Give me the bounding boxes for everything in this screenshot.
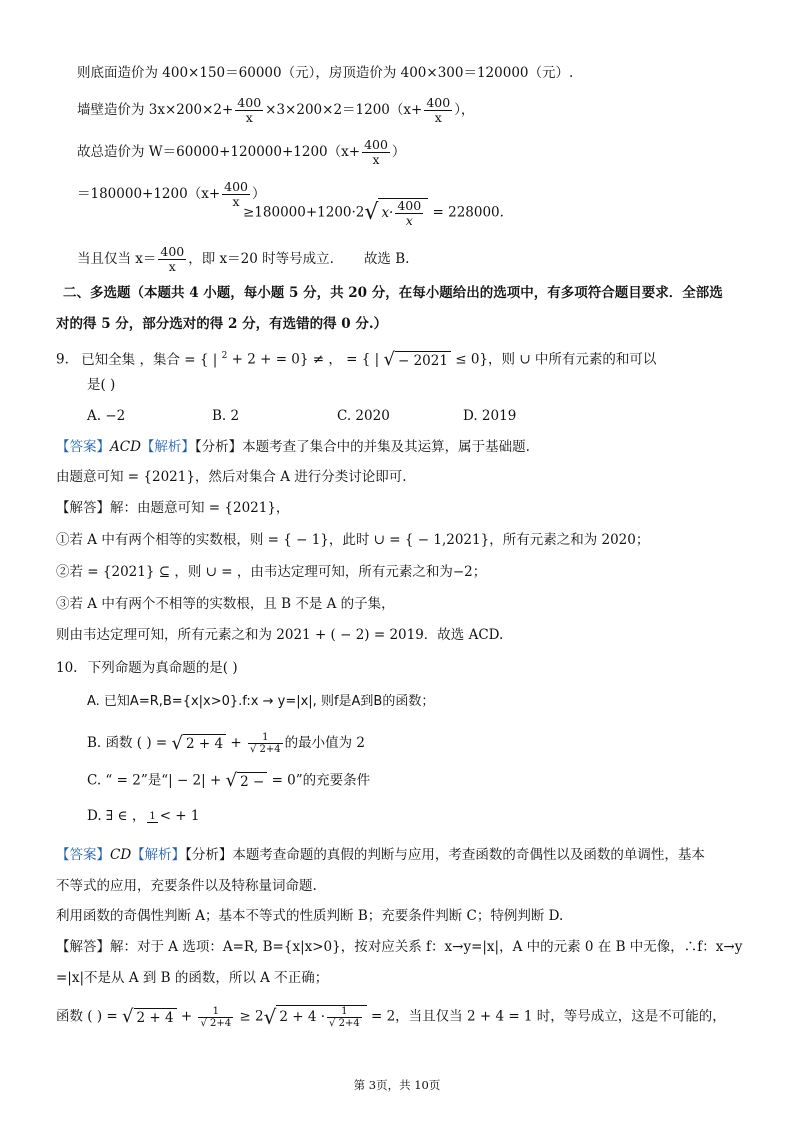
answer: CD <box>110 847 132 863</box>
text: x· <box>381 205 394 221</box>
text: 【分析】本题考查了集合中的并集及其运算，属于基础题. <box>194 439 530 455</box>
fraction <box>198 1006 233 1029</box>
text: ）， <box>454 102 475 118</box>
section-heading <box>63 283 723 303</box>
text: 【解答】解：对于 A 选项：A=R, B={x|x>0}，按对应关系 f：x→y=|x|，A 中的元素 0 在 B 中无像，∴f：x→y <box>56 939 743 955</box>
sqrt <box>172 733 227 755</box>
radical-sign: √ <box>364 200 379 225</box>
sqrt <box>226 770 268 792</box>
denominator: √ 2+4 <box>200 1017 232 1029</box>
section-heading <box>56 314 387 334</box>
text: = 2，当且仅当 2 + 4 = 1 时，等号成立，这是不可能的， <box>366 1008 726 1025</box>
text: < + 1 <box>159 808 200 824</box>
text: ≥ 2 <box>235 1008 264 1025</box>
text-line <box>77 96 474 125</box>
radicand: 2 + 4 <box>183 734 226 753</box>
numerator: 400 <box>397 198 422 213</box>
option <box>463 406 516 426</box>
denominator: x <box>158 259 186 274</box>
denominator: x <box>395 213 423 228</box>
question-number: 9. <box>56 351 69 368</box>
text: =|x|不是从 A 到 B 的函数，所以 A 不正确； <box>56 970 329 986</box>
text-line <box>56 530 649 550</box>
text: ×3×200×2＝1200（x+ <box>265 102 423 118</box>
text: D. 2019 <box>463 408 517 424</box>
text: + 2 + = 0} ≠ ， = { | <box>227 351 384 368</box>
answer-line <box>56 845 705 865</box>
radicand <box>276 1005 366 1029</box>
text: A. 已知A=R,B={x|x>0}.f:x → y=|x|, 则f是A到B的函数； <box>87 694 435 709</box>
page-footer <box>0 1077 794 1093</box>
text-line <box>56 937 742 957</box>
numerator: 400 <box>364 137 388 152</box>
text: 函数 ( ) = <box>56 1008 123 1025</box>
text: 是( ) <box>87 377 116 393</box>
text: 2 + 4 · <box>279 1009 326 1025</box>
answer-tag: 【答案】 <box>56 439 110 455</box>
numerator: 1 <box>262 732 269 743</box>
text: ） <box>391 144 406 160</box>
text: 二、多选题（本题共 4 小题，每小题 5 分，共 20 分，在每小题给出的选项中，有多项符合题目要求．全部选 <box>63 285 723 301</box>
text: ≤ 0}，则 ∪ 中所有元素的和可以 <box>450 351 657 368</box>
denominator: x <box>222 194 250 209</box>
text: ②若 = {2021} ⊆ ，则 ∪ = ，由韦达定理可知，所有元素之和为−2； <box>56 564 487 580</box>
numerator: 400 <box>237 95 262 110</box>
text: ＝180000+1200（x+ <box>77 186 221 202</box>
text-line <box>77 245 409 274</box>
text: D. ∃ ∈ ， <box>87 808 146 824</box>
radicand: 2 + 4 <box>134 1008 177 1027</box>
text: 的最小值为 2 <box>284 735 366 751</box>
denominator <box>147 822 157 823</box>
numerator: 400 <box>160 244 185 259</box>
text: = 0”的充要条件 <box>267 772 371 789</box>
option <box>87 806 200 826</box>
option <box>87 770 370 792</box>
answer: ACD <box>110 439 141 455</box>
radicand <box>378 198 428 228</box>
analysis-tag: 【解析】 <box>140 439 195 455</box>
radical-sign: √ <box>171 732 183 754</box>
sqrt <box>364 198 428 228</box>
sqrt <box>122 1006 177 1028</box>
radicand: 2 − <box>237 772 267 791</box>
denominator: x <box>424 110 452 125</box>
radical-sign: √ <box>225 770 238 791</box>
text-line <box>56 625 503 645</box>
text-line <box>77 63 573 83</box>
question-stem <box>87 375 115 395</box>
text: 故总造价为 W＝60000+120000+1200（x+ <box>77 144 361 160</box>
text: ①若 A 中有两个相等的实数根，则 = { − 1}，此时 ∪ = { − 1,2021}，所有元素之和为 2020； <box>56 532 650 548</box>
text-line <box>56 562 486 582</box>
option <box>87 692 434 712</box>
radical-sign: √ <box>383 349 395 370</box>
question-stem <box>56 658 238 678</box>
text: 【分析】本题考查命题的真假的判断与应用，考查函数的奇偶性以及函数的单调性，基本 <box>185 847 705 863</box>
text: 则底面造价为 400×150＝60000（元），房顶造价为 400×300＝120000（元）. <box>77 65 574 81</box>
text: C. 2020 <box>337 408 390 424</box>
text: 2 <box>221 351 228 361</box>
numerator: 1 <box>212 1005 219 1017</box>
text: 当且仅当 x＝ <box>77 251 157 267</box>
question-number: 10. <box>56 660 78 676</box>
text: ，即 x＝20 时等号成立. <box>188 251 334 267</box>
fraction <box>424 96 452 125</box>
text-line <box>56 467 407 487</box>
sqrt <box>384 349 451 371</box>
denominator: √ 2+4 <box>249 744 281 755</box>
text: = 228000. <box>432 204 504 221</box>
text-line <box>56 906 563 926</box>
text: ③若 A 中有两个不相等的实数根，且 B 不是 A 的子集， <box>56 596 395 612</box>
text: 不等式的应用，充要条件以及特称量词命题. <box>56 878 317 894</box>
analysis-tag: 【解析】 <box>131 847 186 863</box>
text: ≥180000+1200·2 <box>243 204 365 221</box>
text: 利用函数的奇偶性判断 A；基本不等式的性质判断 B；充要条件判断 C；特例判断 D. <box>56 908 564 924</box>
text: 【解答】解：由题意可知 = {2021}， <box>56 500 290 516</box>
question-stem <box>56 346 656 371</box>
text: 下列命题为真命题的是( ) <box>87 660 238 676</box>
text-line <box>56 498 289 518</box>
sqrt <box>264 1005 367 1029</box>
text: + <box>176 1008 197 1025</box>
text: A. −2 <box>87 408 126 424</box>
fraction <box>147 811 157 823</box>
denominator: x <box>362 152 390 167</box>
radical-sign: √ <box>122 1006 134 1027</box>
page-number: 第 3页，共 10页 <box>353 1078 441 1092</box>
fraction <box>327 1006 362 1029</box>
fraction <box>362 138 390 167</box>
answer-tag: 【答案】 <box>56 847 110 863</box>
fraction <box>395 199 423 228</box>
text-line <box>56 876 317 896</box>
numerator: 1 <box>149 810 156 822</box>
numerator: 400 <box>224 179 248 194</box>
denominator: x <box>235 110 263 125</box>
text-line <box>77 138 405 167</box>
fraction <box>248 732 283 755</box>
denominator: √ 2+4 <box>329 1018 360 1029</box>
option <box>212 406 239 426</box>
answer-line <box>56 437 530 457</box>
text-line <box>56 968 328 988</box>
numerator: 400 <box>426 95 451 110</box>
text: 由题意可知 = {2021}，然后对集合 A 进行分类讨论即可. <box>56 469 407 485</box>
text: 对的得 5 分，部分选对的得 2 分，有选错的得 0 分.） <box>56 316 388 332</box>
text: 则由韦达定理可知，所有元素之和为 2021 + ( − 2) = 2019．故选 ACD. <box>56 627 504 643</box>
option <box>87 406 125 426</box>
text: 故选 B. <box>363 251 410 267</box>
fraction <box>158 245 186 274</box>
radical-sign: √ <box>263 1005 277 1029</box>
text-line <box>243 198 504 228</box>
radicand: − 2021 <box>395 351 451 370</box>
text-line <box>56 594 395 614</box>
text: ） <box>252 186 266 202</box>
option <box>87 732 365 755</box>
option <box>337 406 390 426</box>
text: + <box>226 735 246 751</box>
text: B. 函数 ( ) = <box>87 735 172 751</box>
text: 墙壁造价为 3x×200×2+ <box>77 102 234 118</box>
text-line <box>77 180 266 209</box>
fraction <box>235 96 263 125</box>
text: C. “ = 2”是“| − 2| + <box>87 772 226 789</box>
text: B. 2 <box>212 408 240 424</box>
text-line <box>56 1005 726 1029</box>
text: 已知全集 ，集合 = { | <box>81 351 222 368</box>
numerator: 1 <box>341 1006 348 1017</box>
